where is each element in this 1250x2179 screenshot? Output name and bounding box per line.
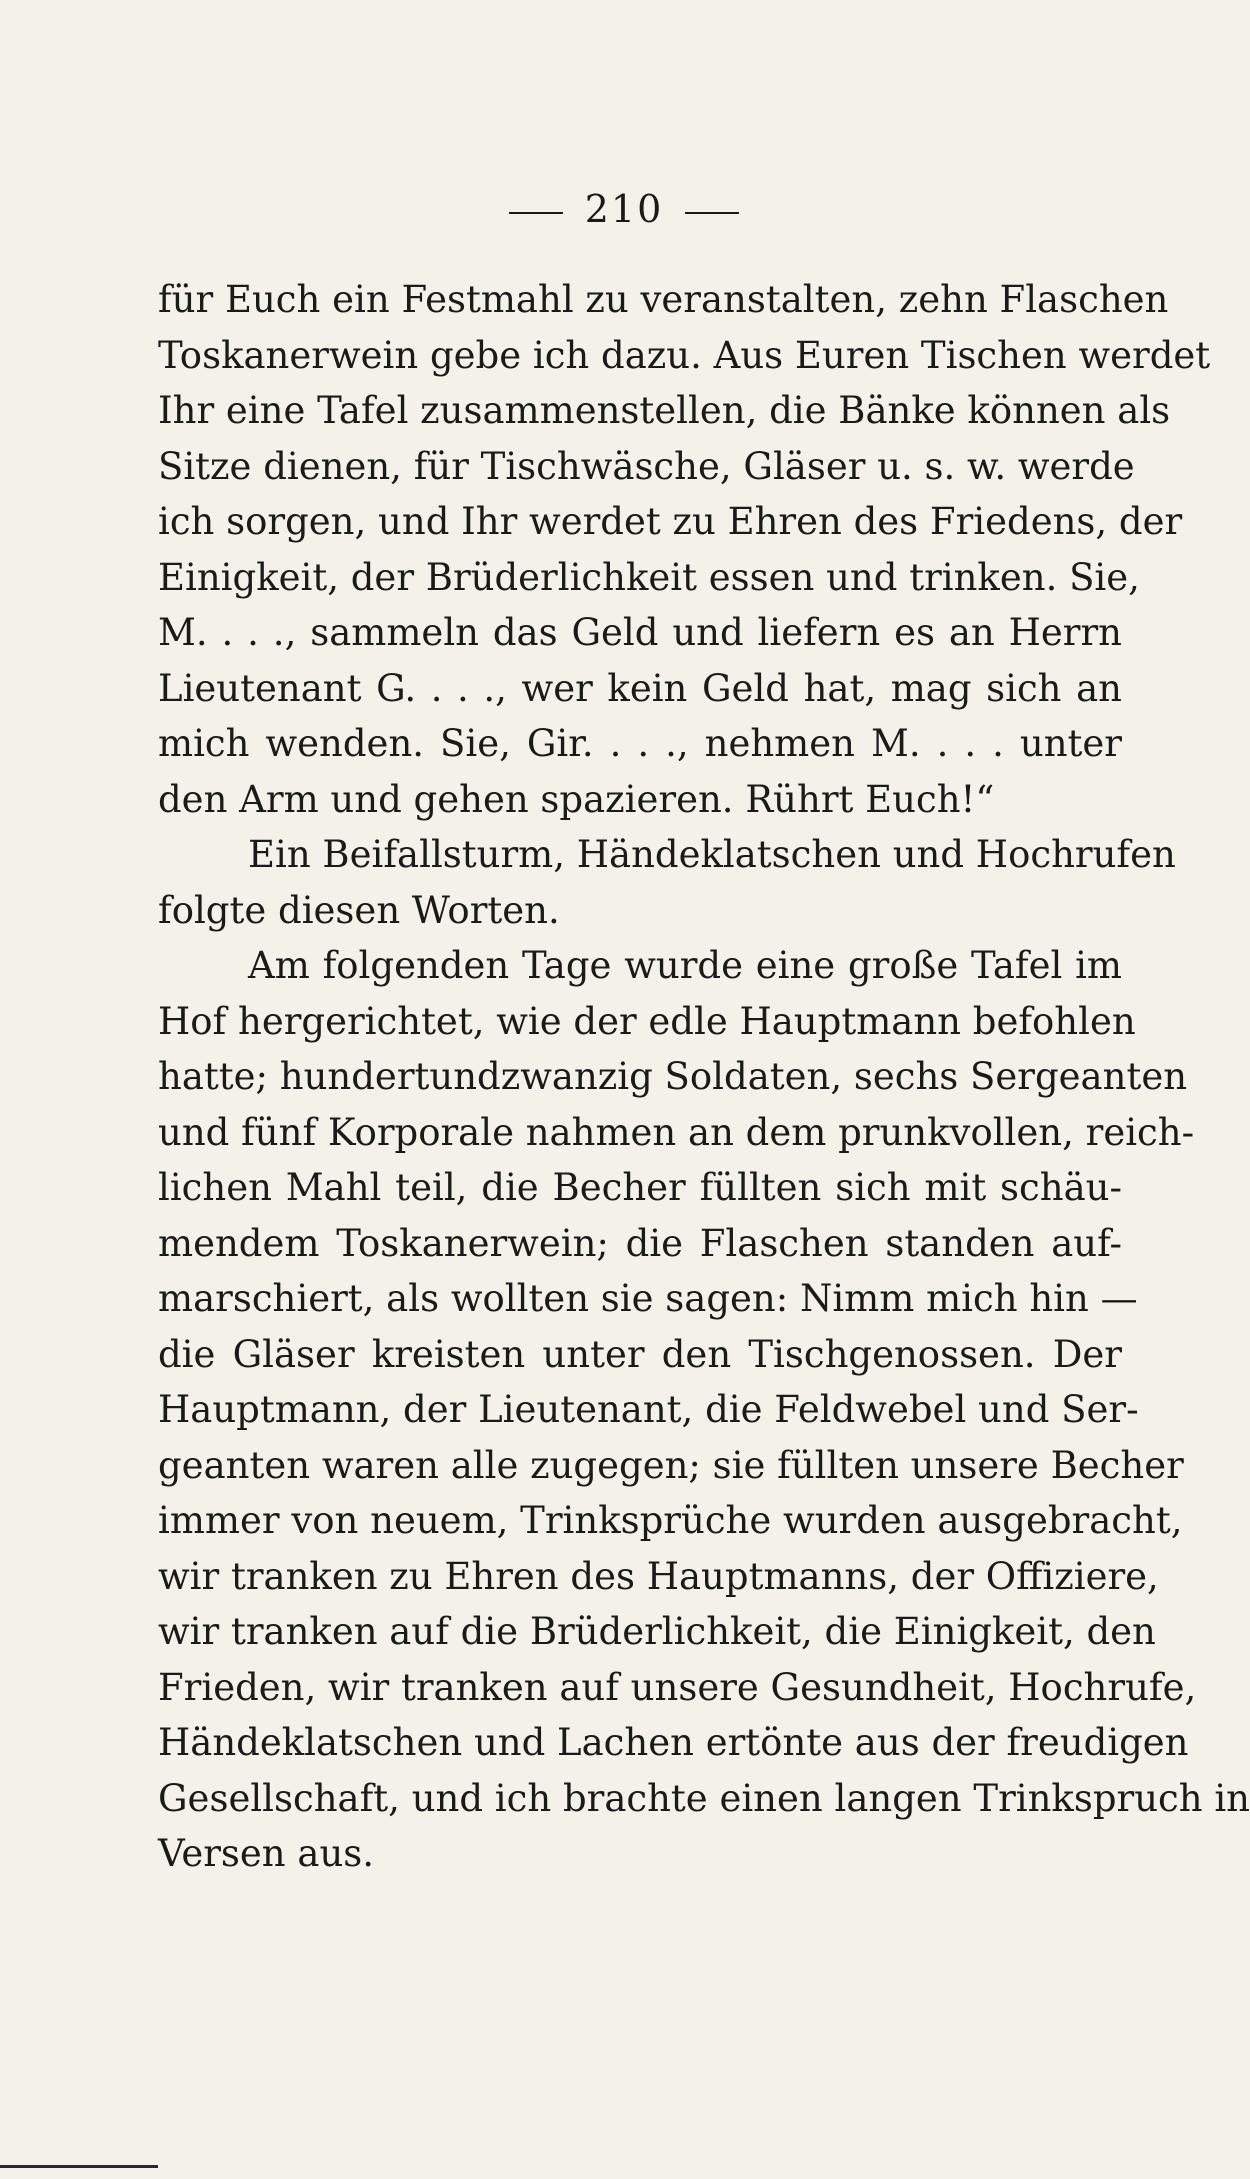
text-line: folgte diesen Worten. bbox=[158, 888, 560, 932]
text-line: mich wenden. Sie, Gir. . . ., nehmen M. . . . unter bbox=[158, 722, 1122, 765]
text-line: Lieutenant G. . . ., wer kein Geld hat, mag sich an bbox=[158, 666, 1122, 710]
text-line: Toskanerwein gebe ich dazu. Aus Euren Tischen werdet bbox=[158, 333, 1211, 377]
page-number: 210 bbox=[584, 187, 664, 231]
text-line: wir tranken auf die Brüderlichkeit, die Einigkeit, den bbox=[158, 1610, 1156, 1653]
text-line: und fünf Korporale nahmen an dem prunkvollen, reich- bbox=[158, 1110, 1195, 1154]
text-line: marschiert, als wollten sie sagen: Nimm mich hin — bbox=[158, 1277, 1138, 1320]
text-line: Sitze dienen, für Tischwäsche, Gläser u. s. w. werde bbox=[158, 444, 1135, 488]
text-line: Am folgenden Tage wurde eine große Tafel im bbox=[248, 944, 1122, 987]
page-number-header bbox=[0, 186, 1248, 232]
text-line: Gesellschaft, und ich brachte einen langen Trinkspruch in bbox=[158, 1776, 1250, 1820]
page-number-dash-right bbox=[685, 212, 739, 214]
text-line: Versen aus. bbox=[158, 1832, 375, 1875]
text-line: M. . . ., sammeln das Geld und liefern es an Herrn bbox=[158, 611, 1122, 654]
text-line: Händeklatschen und Lachen ertönte aus der freudigen bbox=[158, 1721, 1189, 1764]
text-line: Ein Beifallsturm, Händeklatschen und Hochrufen bbox=[248, 833, 1176, 876]
text-line: Hauptmann, der Lieutenant, die Feldwebel und Ser- bbox=[158, 1388, 1139, 1431]
text-line: Frieden, wir tranken auf unsere Gesundheit, Hochrufe, bbox=[158, 1665, 1197, 1709]
text-line: hatte; hundertundzwanzig Soldaten, sechs Sergeanten bbox=[158, 1055, 1188, 1098]
text-line: ich sorgen, und Ihr werdet zu Ehren des Friedens, der bbox=[158, 500, 1183, 543]
body-text bbox=[158, 272, 1250, 1882]
text-line: den Arm und gehen spazieren. Rührt Euch!“ bbox=[158, 777, 995, 821]
text-line: die Gläser kreisten unter den Tischgenossen. Der bbox=[158, 1332, 1122, 1376]
text-line: Ihr eine Tafel zusammenstellen, die Bänke können als bbox=[158, 389, 1171, 432]
text-line: immer von neuem, Trinksprüche wurden ausgebracht, bbox=[158, 1499, 1183, 1542]
text-line: geanten waren alle zugegen; sie füllten unsere Becher bbox=[158, 1443, 1184, 1487]
bottom-edge-rule bbox=[0, 2165, 158, 2168]
text-line: lichen Mahl teil, die Becher füllten sich mit schäu- bbox=[158, 1166, 1122, 1209]
text-line: wir tranken zu Ehren des Hauptmanns, der Offiziere, bbox=[158, 1554, 1159, 1598]
page-number-dash-left bbox=[509, 212, 563, 214]
text-line: für Euch ein Festmahl zu veranstalten, zehn Flaschen bbox=[158, 278, 1169, 321]
text-line: Hof hergerichtet, wie der edle Hauptmann befohlen bbox=[158, 999, 1136, 1043]
text-line: Einigkeit, der Brüderlichkeit essen und trinken. Sie, bbox=[158, 555, 1140, 599]
text-line: mendem Toskanerwein; die Flaschen standen auf- bbox=[158, 1221, 1122, 1265]
